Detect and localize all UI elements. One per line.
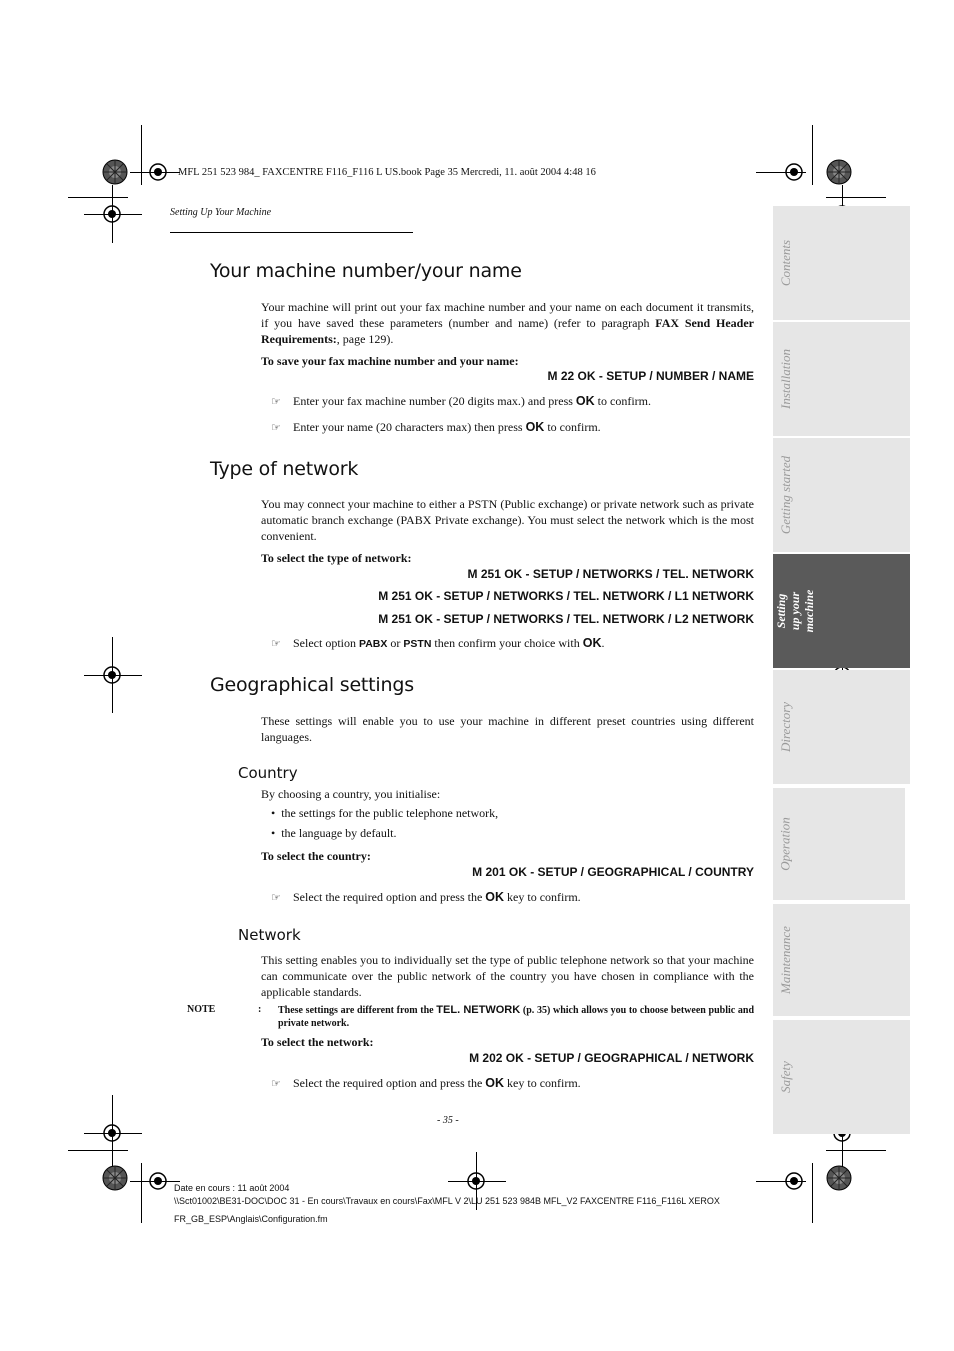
color-target-icon [102,1165,128,1191]
tab-label: Maintenance [778,926,793,994]
section-title-network-type: Type of network [210,458,359,480]
registration-mark-icon [467,1172,485,1190]
pointing-hand-icon: ☞ [271,396,281,408]
tab-maintenance[interactable] [773,904,910,1016]
registration-mark-icon [103,205,121,223]
section-title-machine-number: Your machine number/your name [210,260,522,282]
subsection-title-network: Network [238,926,301,944]
list-item: • the language by default. [271,826,397,840]
pointing-hand-icon: ☞ [271,1078,281,1090]
section3-paragraph: These settings will enable you to use your machine in different preset countries using different languages. [261,714,754,744]
footer-file: FR_GB_ESP\Anglais\Configuration.fm [174,1214,328,1224]
note-colon: : [258,1004,262,1015]
list-item: • the settings for the public telephone network, [271,806,499,820]
page-number: - 35 - [437,1115,459,1126]
tab-label: Operation [778,817,794,871]
registration-mark-icon [149,1172,167,1190]
ok-key: OK [485,890,505,904]
registration-mark-icon [785,1172,803,1190]
tab-directory[interactable] [773,670,910,784]
ok-key: OK [525,420,545,434]
header-rule [170,232,413,233]
command-country: M 201 OK - SETUP / GEOGRAPHICAL / COUNTRY [472,865,754,879]
command-tel-network: M 251 OK - SETUP / NETWORKS / TEL. NETWORK [467,567,754,581]
pointing-hand-icon: ☞ [271,638,281,650]
step-select-network: ☞ Select the required option and press the OK key to confirm. [271,1076,581,1090]
command-geo-network: M 202 OK - SETUP / GEOGRAPHICAL / NETWORK [469,1051,754,1065]
option-pstn: PSTN [403,638,432,650]
step-select-country: ☞ Select the required option and press the OK key to confirm. [271,890,581,904]
network-paragraph: This setting enables you to individually set the type of public telephone network so that your machine can communicate over the public network of the country you have chosen in compliance with the applicable standards. [261,953,754,999]
ok-key: OK [485,1076,505,1090]
tab-label: Setting up your machine [774,589,816,633]
tab-label: Contents [778,239,794,287]
tab-label: Directory [778,701,793,753]
tab-safety[interactable] [773,1020,910,1134]
command-number-name: M 22 OK - SETUP / NUMBER / NAME [547,369,754,383]
command-l1-network: M 251 OK - SETUP / NETWORKS / TEL. NETWORK / L1 NETWORK [378,589,754,603]
book-info-line: MFL 251 523 984_ FAXCENTRE F116_F116 L US.book Page 35 Mercredi, 11. août 2004 4:48 16 [178,167,596,178]
running-title: Setting Up Your Machine [170,207,272,218]
pointing-hand-icon: ☞ [271,892,281,904]
tab-label: Safety [778,1061,794,1093]
pointing-hand-icon: ☞ [271,422,281,434]
command-l2-network: M 251 OK - SETUP / NETWORKS / TEL. NETWORK / L2 NETWORK [378,612,754,626]
network-label: To select the network: [261,1035,374,1049]
footer-path: \\Sct01002\BE31-DOC\DOC 31 - En cours\Travaux en cours\Fax\MFL V 2\LU 251 523 984B MFL_V2 FAXCENTRE F116_F116L XEROX [174,1196,720,1206]
color-target-icon [102,159,128,185]
section1-paragraph: Your machine will print out your fax machine number and your name on each document it transmits, if you have saved these parameters (number and name) (refer to paragraph FAX Send Header Requirements:, page 129). [261,300,754,346]
tab-contents[interactable] [773,206,910,320]
section2-label: To select the type of network: [261,551,412,565]
color-target-icon [826,159,852,185]
step-enter-number: ☞ Enter your fax machine number (20 digits max.) and press OK to confirm. [271,394,651,408]
footer-date: Date en cours : 11 août 2004 [174,1183,290,1193]
tab-label: Getting started [778,455,794,535]
option-pabx: PABX [359,638,388,650]
ok-key: OK [575,394,595,408]
registration-mark-icon [103,1124,121,1142]
tab-operation[interactable] [773,788,905,900]
color-target-icon [826,1165,852,1191]
tab-installation[interactable] [773,322,910,436]
tab-getting-started[interactable] [773,438,910,552]
registration-mark-icon [149,163,167,181]
subsection-title-country: Country [238,764,298,782]
tab-label: Installation [778,349,794,409]
note-label: NOTE [187,1004,216,1015]
step-select-option: ☞ Select option PABX or PSTN then confirm your choice with OK. [271,636,605,650]
country-label: To select the country: [261,849,371,863]
section-title-geographical: Geographical settings [210,674,414,696]
note-text: These settings are different from the TEL. NETWORK (p. 35) which allows you to choose between public and private network. [278,1004,755,1029]
section2-paragraph: You may connect your machine to either a PSTN (Public exchange) or private network such as private automatic branch exchange (PABX Private exchange). You must select the network which is the most convenient. [261,497,754,543]
registration-mark-icon [785,163,803,181]
tab-setting-up[interactable] [773,554,910,668]
registration-mark-icon [103,666,121,684]
section1-label: To save your fax machine number and your name: [261,354,519,368]
ok-key: OK [582,636,602,650]
country-intro: By choosing a country, you initialise: [261,787,441,801]
step-enter-name: ☞ Enter your name (20 characters max) then press OK to confirm. [271,420,601,434]
